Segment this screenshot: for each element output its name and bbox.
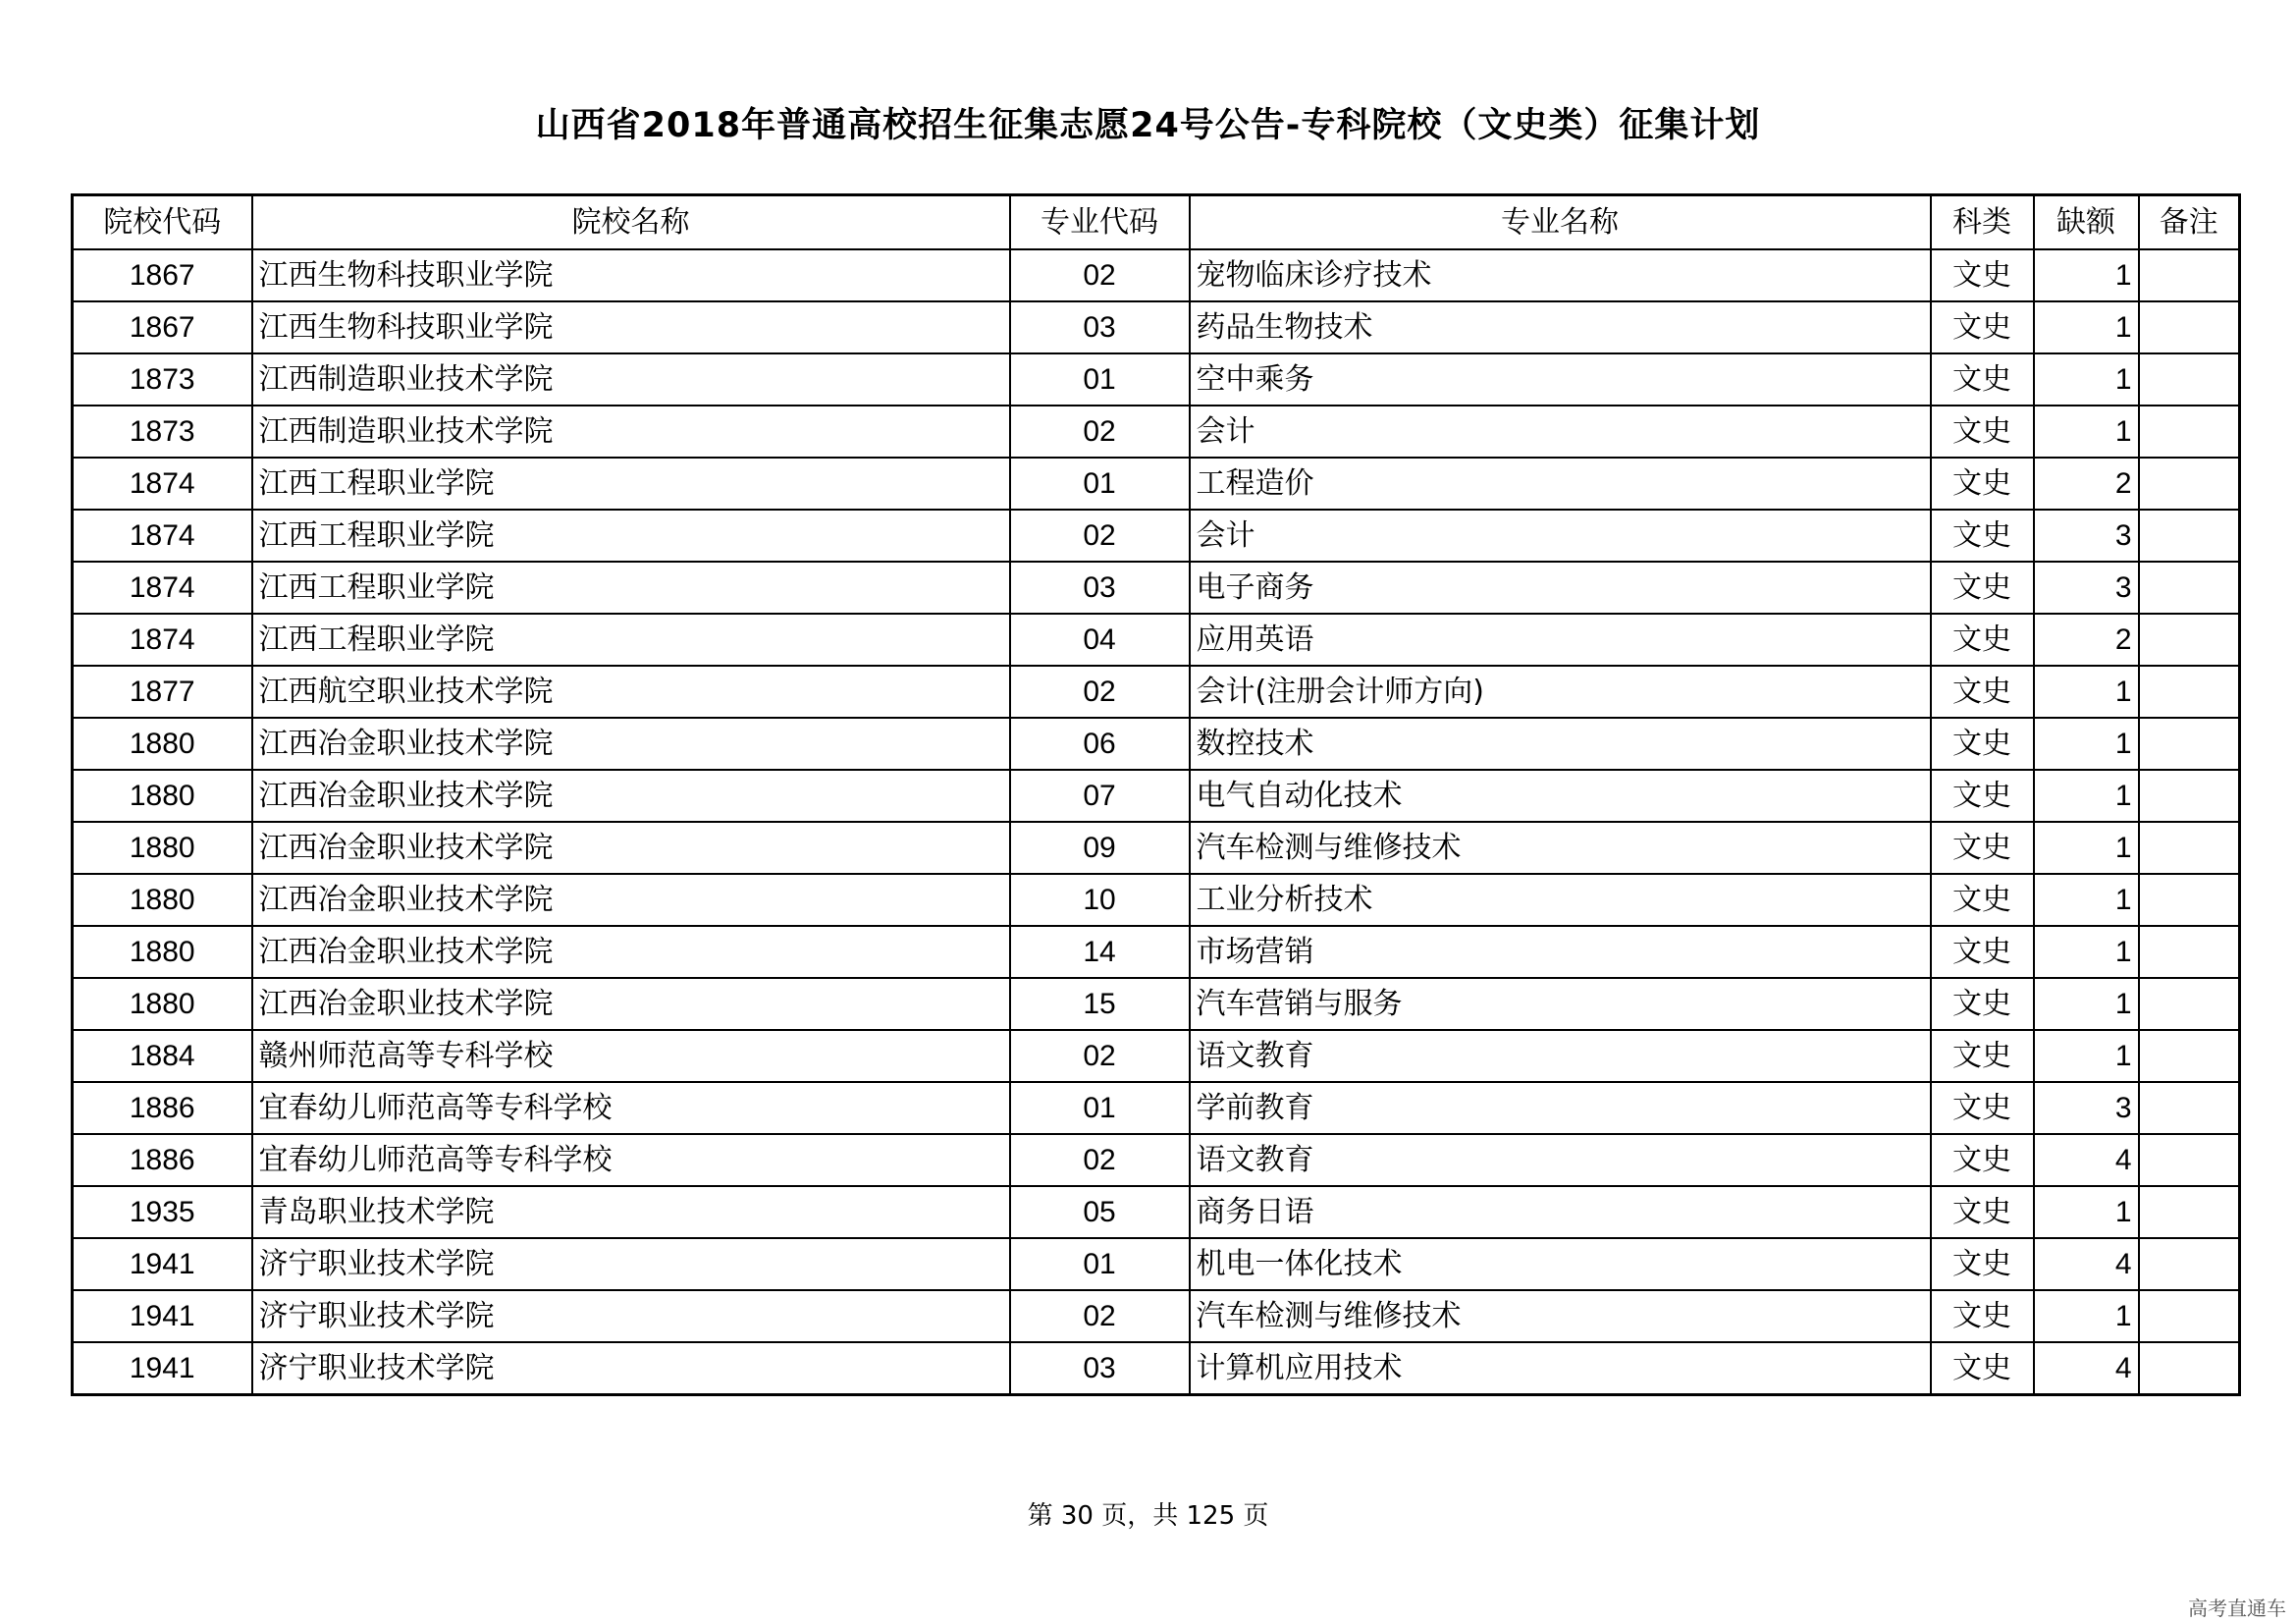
cell-major-name: 应用英语	[1190, 614, 1931, 666]
cell-major-code: 05	[1010, 1186, 1190, 1238]
cell-note	[2139, 770, 2240, 822]
header-major-code: 专业代码	[1010, 195, 1190, 250]
cell-category: 文史	[1931, 614, 2034, 666]
cell-school-name: 江西冶金职业技术学院	[252, 874, 1010, 926]
cell-quota: 3	[2034, 510, 2139, 562]
cell-major-name: 语文教育	[1190, 1030, 1931, 1082]
cell-category: 文史	[1931, 510, 2034, 562]
cell-major-name: 汽车检测与维修技术	[1190, 1290, 1931, 1342]
cell-note	[2139, 1342, 2240, 1395]
cell-quota: 1	[2034, 978, 2139, 1030]
cell-major-name: 电子商务	[1190, 562, 1931, 614]
cell-major-code: 01	[1010, 353, 1190, 406]
cell-note	[2139, 1290, 2240, 1342]
cell-school-code: 1867	[73, 249, 252, 301]
cell-major-code: 02	[1010, 406, 1190, 458]
table-row	[73, 1030, 2240, 1082]
cell-school-code: 1941	[73, 1238, 252, 1290]
cell-major-code: 02	[1010, 666, 1190, 718]
cell-school-code: 1874	[73, 458, 252, 510]
cell-major-code: 15	[1010, 978, 1190, 1030]
cell-school-code: 1935	[73, 1186, 252, 1238]
cell-school-code: 1886	[73, 1082, 252, 1134]
cell-note	[2139, 1134, 2240, 1186]
cell-category: 文史	[1931, 926, 2034, 978]
cell-major-name: 学前教育	[1190, 1082, 1931, 1134]
cell-quota: 4	[2034, 1238, 2139, 1290]
cell-major-name: 电气自动化技术	[1190, 770, 1931, 822]
cell-school-name: 济宁职业技术学院	[252, 1342, 1010, 1395]
cell-school-name: 赣州师范高等专科学校	[252, 1030, 1010, 1082]
table-row	[73, 874, 2240, 926]
cell-major-code: 02	[1010, 510, 1190, 562]
cell-quota: 3	[2034, 1082, 2139, 1134]
table-row	[73, 718, 2240, 770]
cell-major-code: 02	[1010, 1030, 1190, 1082]
cell-major-name: 会计	[1190, 406, 1931, 458]
table-row	[73, 1186, 2240, 1238]
cell-note	[2139, 1082, 2240, 1134]
cell-note	[2139, 353, 2240, 406]
cell-category: 文史	[1931, 1082, 2034, 1134]
cell-category: 文史	[1931, 562, 2034, 614]
cell-quota: 1	[2034, 1030, 2139, 1082]
cell-note	[2139, 249, 2240, 301]
cell-major-name: 空中乘务	[1190, 353, 1931, 406]
table-row	[73, 353, 2240, 406]
cell-major-code: 10	[1010, 874, 1190, 926]
cell-school-code: 1873	[73, 406, 252, 458]
table-body	[73, 249, 2240, 1395]
cell-quota: 1	[2034, 1290, 2139, 1342]
cell-major-name: 宠物临床诊疗技术	[1190, 249, 1931, 301]
table-row	[73, 510, 2240, 562]
cell-major-code: 06	[1010, 718, 1190, 770]
cell-school-code: 1867	[73, 301, 252, 353]
cell-note	[2139, 1186, 2240, 1238]
cell-major-name: 药品生物技术	[1190, 301, 1931, 353]
cell-school-code: 1873	[73, 353, 252, 406]
cell-category: 文史	[1931, 1342, 2034, 1395]
cell-note	[2139, 406, 2240, 458]
cell-school-code: 1880	[73, 926, 252, 978]
cell-school-code: 1880	[73, 978, 252, 1030]
cell-school-code: 1884	[73, 1030, 252, 1082]
cell-major-code: 01	[1010, 1082, 1190, 1134]
cell-quota: 4	[2034, 1134, 2139, 1186]
cell-category: 文史	[1931, 822, 2034, 874]
cell-school-name: 江西冶金职业技术学院	[252, 978, 1010, 1030]
cell-category: 文史	[1931, 1134, 2034, 1186]
cell-quota: 1	[2034, 249, 2139, 301]
cell-quota: 1	[2034, 1186, 2139, 1238]
cell-quota: 4	[2034, 1342, 2139, 1395]
cell-major-name: 会计	[1190, 510, 1931, 562]
cell-school-name: 江西工程职业学院	[252, 614, 1010, 666]
cell-note	[2139, 926, 2240, 978]
cell-school-code: 1874	[73, 562, 252, 614]
cell-category: 文史	[1931, 718, 2034, 770]
table-row	[73, 406, 2240, 458]
cell-school-code: 1880	[73, 822, 252, 874]
cell-school-code: 1880	[73, 874, 252, 926]
cell-school-code: 1886	[73, 1134, 252, 1186]
cell-quota: 3	[2034, 562, 2139, 614]
cell-major-name: 计算机应用技术	[1190, 1342, 1931, 1395]
cell-school-name: 江西工程职业学院	[252, 562, 1010, 614]
cell-quota: 1	[2034, 406, 2139, 458]
cell-category: 文史	[1931, 1030, 2034, 1082]
cell-major-name: 数控技术	[1190, 718, 1931, 770]
table-row	[73, 1134, 2240, 1186]
cell-note	[2139, 1030, 2240, 1082]
cell-major-name: 汽车营销与服务	[1190, 978, 1931, 1030]
cell-school-name: 济宁职业技术学院	[252, 1290, 1010, 1342]
cell-major-code: 03	[1010, 1342, 1190, 1395]
watermark: 高考直通车	[2188, 1597, 2286, 1620]
cell-quota: 1	[2034, 666, 2139, 718]
cell-category: 文史	[1931, 874, 2034, 926]
cell-note	[2139, 978, 2240, 1030]
table-row	[73, 770, 2240, 822]
cell-note	[2139, 562, 2240, 614]
cell-category: 文史	[1931, 458, 2034, 510]
cell-major-code: 07	[1010, 770, 1190, 822]
header-quota: 缺额	[2034, 195, 2139, 250]
cell-major-name: 工程造价	[1190, 458, 1931, 510]
table-row	[73, 301, 2240, 353]
cell-school-name: 青岛职业技术学院	[252, 1186, 1010, 1238]
cell-school-name: 江西制造职业技术学院	[252, 353, 1010, 406]
cell-category: 文史	[1931, 406, 2034, 458]
cell-note	[2139, 718, 2240, 770]
table-row	[73, 1082, 2240, 1134]
cell-category: 文史	[1931, 249, 2034, 301]
cell-category: 文史	[1931, 1238, 2034, 1290]
cell-school-name: 江西冶金职业技术学院	[252, 718, 1010, 770]
cell-category: 文史	[1931, 666, 2034, 718]
cell-major-name: 语文教育	[1190, 1134, 1931, 1186]
header-school-code: 院校代码	[73, 195, 252, 250]
page-title: 山西省2018年普通高校招生征集志愿24号公告-专科院校（文史类）征集计划	[535, 106, 1761, 145]
cell-quota: 1	[2034, 718, 2139, 770]
cell-school-name: 江西制造职业技术学院	[252, 406, 1010, 458]
cell-school-code: 1874	[73, 614, 252, 666]
cell-major-code: 03	[1010, 562, 1190, 614]
cell-school-name: 江西航空职业技术学院	[252, 666, 1010, 718]
table-row	[73, 926, 2240, 978]
cell-major-code: 01	[1010, 1238, 1190, 1290]
cell-note	[2139, 301, 2240, 353]
cell-school-code: 1941	[73, 1290, 252, 1342]
cell-school-name: 江西工程职业学院	[252, 458, 1010, 510]
cell-major-name: 会计(注册会计师方向)	[1190, 666, 1931, 718]
cell-major-name: 市场营销	[1190, 926, 1931, 978]
header-row	[73, 195, 2240, 250]
cell-quota: 2	[2034, 614, 2139, 666]
cell-major-code: 04	[1010, 614, 1190, 666]
cell-note	[2139, 874, 2240, 926]
cell-major-code: 09	[1010, 822, 1190, 874]
cell-note	[2139, 1238, 2240, 1290]
cell-quota: 1	[2034, 822, 2139, 874]
cell-major-name: 商务日语	[1190, 1186, 1931, 1238]
cell-quota: 1	[2034, 353, 2139, 406]
cell-major-code: 03	[1010, 301, 1190, 353]
cell-major-name: 汽车检测与维修技术	[1190, 822, 1931, 874]
cell-school-name: 宜春幼儿师范高等专科学校	[252, 1082, 1010, 1134]
cell-major-name: 机电一体化技术	[1190, 1238, 1931, 1290]
cell-school-code: 1877	[73, 666, 252, 718]
table-header	[73, 195, 2240, 250]
cell-school-code: 1880	[73, 770, 252, 822]
cell-major-code: 14	[1010, 926, 1190, 978]
cell-school-name: 江西工程职业学院	[252, 510, 1010, 562]
cell-quota: 1	[2034, 926, 2139, 978]
cell-category: 文史	[1931, 1186, 2034, 1238]
cell-major-name: 工业分析技术	[1190, 874, 1931, 926]
cell-major-code: 02	[1010, 1134, 1190, 1186]
cell-note	[2139, 510, 2240, 562]
header-major-name: 专业名称	[1190, 195, 1931, 250]
cell-quota: 1	[2034, 770, 2139, 822]
table-row	[73, 458, 2240, 510]
table-row	[73, 978, 2240, 1030]
cell-school-code: 1941	[73, 1342, 252, 1395]
cell-note	[2139, 666, 2240, 718]
cell-category: 文史	[1931, 301, 2034, 353]
cell-school-name: 江西冶金职业技术学院	[252, 822, 1010, 874]
cell-school-name: 江西生物科技职业学院	[252, 249, 1010, 301]
cell-school-name: 江西冶金职业技术学院	[252, 926, 1010, 978]
table-row	[73, 1290, 2240, 1342]
cell-note	[2139, 822, 2240, 874]
page-number: 第 30 页，共 125 页	[1027, 1501, 1269, 1531]
header-school-name: 院校名称	[252, 195, 1010, 250]
cell-quota: 1	[2034, 874, 2139, 926]
table-row	[73, 1342, 2240, 1395]
table-row	[73, 249, 2240, 301]
cell-quota: 2	[2034, 458, 2139, 510]
cell-school-code: 1880	[73, 718, 252, 770]
cell-major-code: 02	[1010, 1290, 1190, 1342]
enrollment-plan-table	[71, 193, 2241, 1396]
cell-note	[2139, 614, 2240, 666]
cell-category: 文史	[1931, 770, 2034, 822]
cell-category: 文史	[1931, 353, 2034, 406]
cell-school-name: 济宁职业技术学院	[252, 1238, 1010, 1290]
cell-note	[2139, 458, 2240, 510]
table-row	[73, 822, 2240, 874]
cell-school-name: 江西生物科技职业学院	[252, 301, 1010, 353]
table-row	[73, 1238, 2240, 1290]
cell-quota: 1	[2034, 301, 2139, 353]
cell-category: 文史	[1931, 1290, 2034, 1342]
cell-category: 文史	[1931, 978, 2034, 1030]
cell-school-name: 宜春幼儿师范高等专科学校	[252, 1134, 1010, 1186]
table-row	[73, 666, 2240, 718]
table-row	[73, 614, 2240, 666]
cell-major-code: 01	[1010, 458, 1190, 510]
table-row	[73, 562, 2240, 614]
cell-school-code: 1874	[73, 510, 252, 562]
cell-major-code: 02	[1010, 249, 1190, 301]
cell-school-name: 江西冶金职业技术学院	[252, 770, 1010, 822]
header-note: 备注	[2139, 195, 2240, 250]
header-category: 科类	[1931, 195, 2034, 250]
